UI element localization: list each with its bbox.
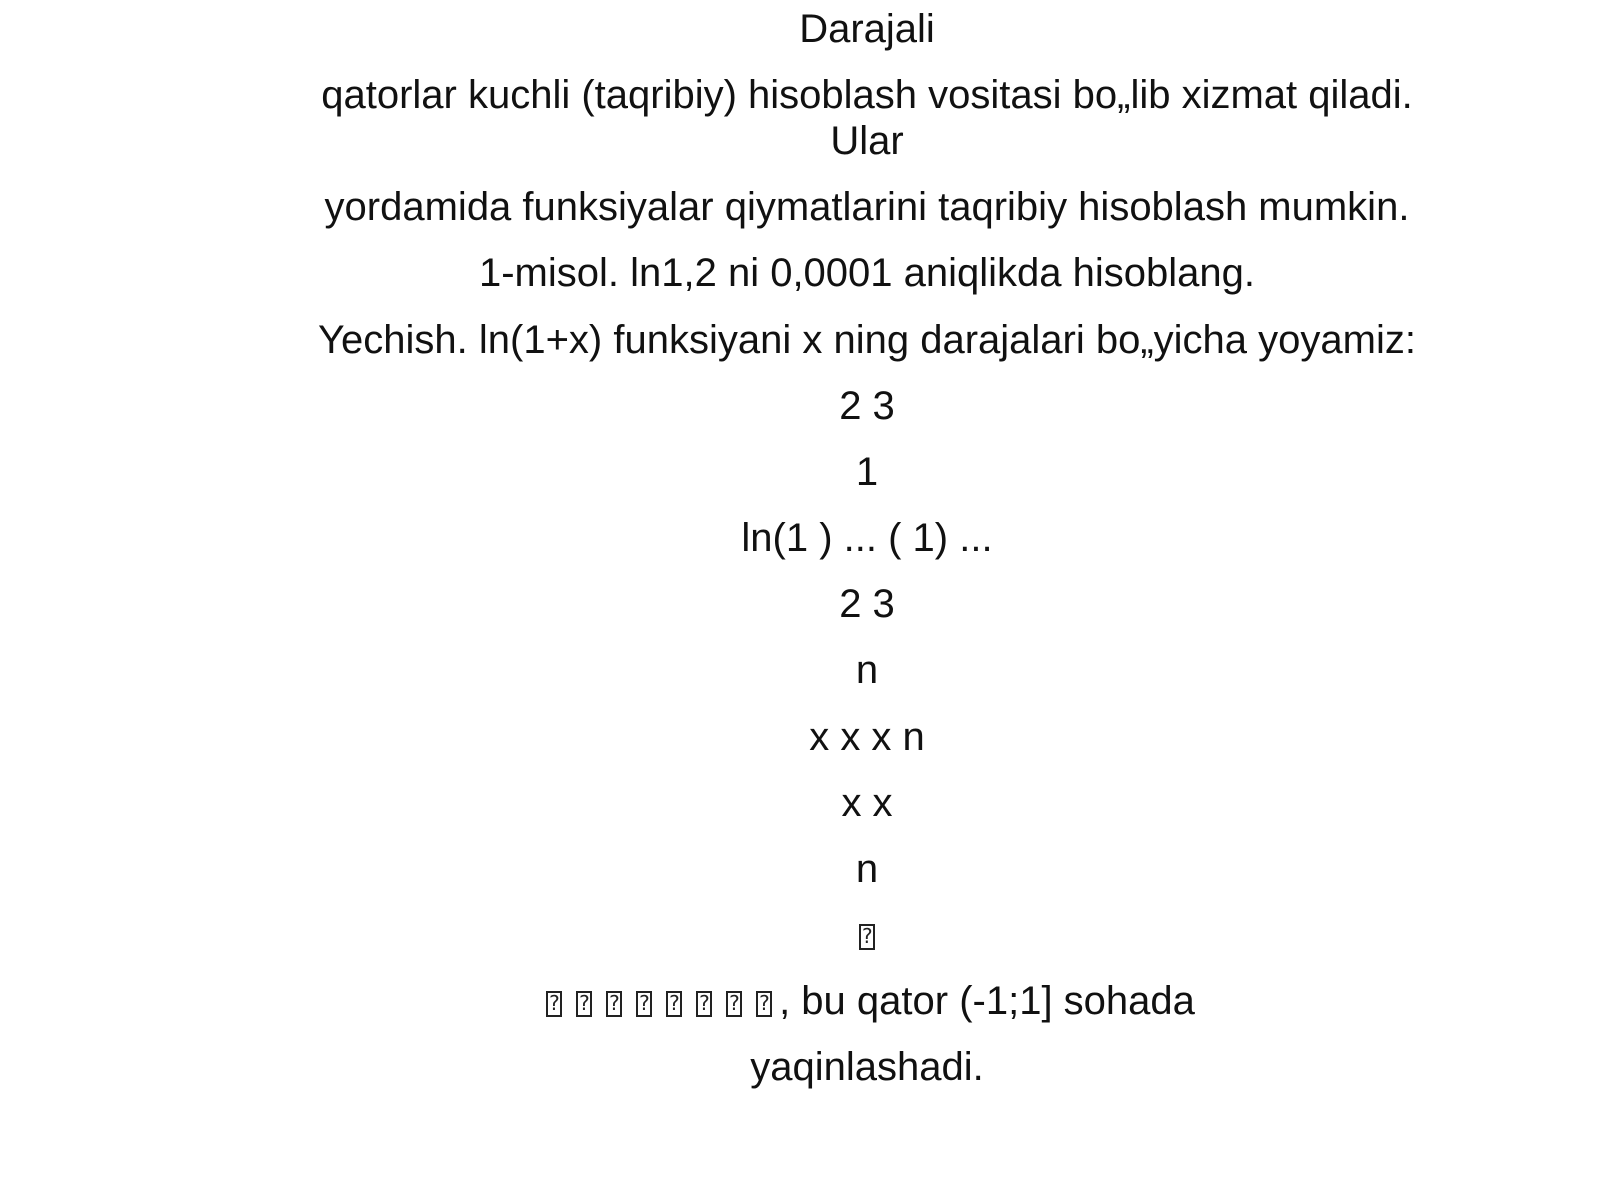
missing-glyph-icon <box>756 991 772 1017</box>
formula-line-one: 1 <box>855 450 879 494</box>
missing-glyph-icon <box>726 991 742 1017</box>
formula-line-denominators: 2 3 <box>839 582 895 626</box>
formula-line-n-bottom: n <box>855 847 879 891</box>
missing-glyph-icon <box>606 991 622 1017</box>
text-line-misol: 1-misol. ln1,2 ni 0,0001 aniqlikda hisoblang. <box>478 251 1256 295</box>
formula-line-exponents-top: 2 3 <box>839 384 895 428</box>
formula-line-n-top: n <box>855 648 879 692</box>
missing-glyph-icon <box>666 991 682 1017</box>
formula-line-x-terms: x x x n <box>809 715 925 759</box>
text-line-darajali: Darajali <box>799 7 935 51</box>
missing-glyph-icon <box>636 991 652 1017</box>
missing-glyph-sequence <box>539 977 779 1025</box>
missing-glyph-icon <box>696 991 712 1017</box>
convergence-text: , bu qator (-1;1] sohada <box>779 979 1195 1023</box>
missing-glyph-line <box>240 910 1494 958</box>
missing-glyph-icon <box>859 924 875 950</box>
text-line-yordamida: yordamida funksiyalar qiymatlarini taqribiy hisoblash mumkin. <box>324 185 1410 229</box>
missing-glyph-icon <box>576 991 592 1017</box>
text-line-ular: Ular <box>830 119 904 163</box>
formula-line-ln-series: ln(1 ) ... ( 1) ... <box>741 516 993 560</box>
text-line-convergence <box>240 977 1494 1025</box>
missing-glyph-icon <box>546 991 562 1017</box>
text-line-yechish: Yechish. ln(1+x) funksiyani x ning darajalari bo„yicha yoyamiz: <box>318 318 1416 362</box>
formula-line-x-pair: x x <box>841 781 893 825</box>
text-line-yaqinlashadi: yaqinlashadi. <box>750 1045 984 1089</box>
text-line-qatorlar: qatorlar kuchli (taqribiy) hisoblash vositasi bo„lib xizmat qiladi. <box>321 73 1413 117</box>
